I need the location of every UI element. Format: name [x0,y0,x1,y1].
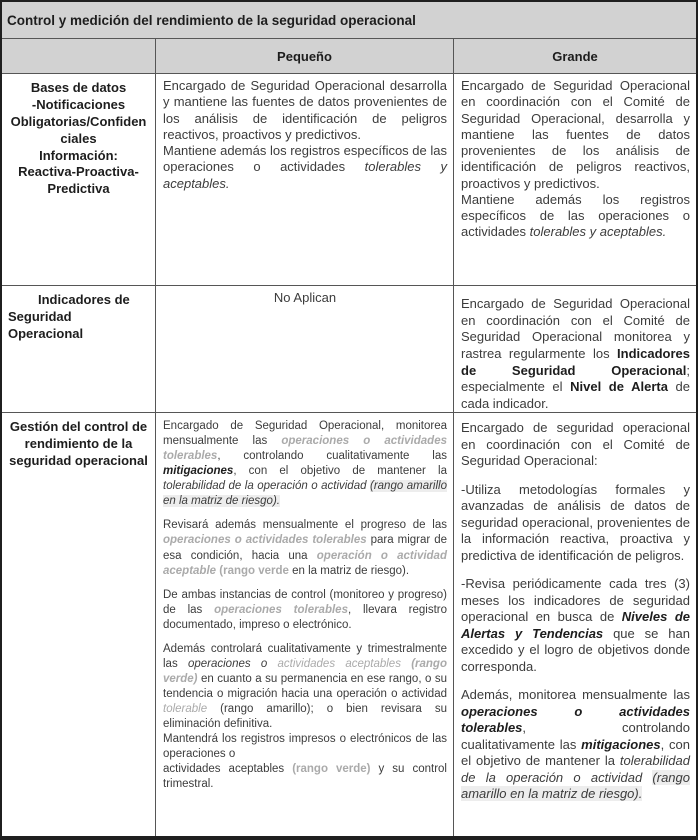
cell-gestion-grande: Encargado de seguridad operacional en coordinación con el Comité de Seguridad Operacional: -Utiliza metodologías formales y avanzadas de análisis de datos de seguridad operacional, provenientes de la información reactiva, proactiva y predictiva de identificación de peligros. -Revisa periódicamente cada tres (3) meses los indicadores de seguridad operacional en busca de Niveles de Alertas y Tendencias que se han excedido y el logro de objetivos donde corresponda. Además, monitorea mensualmente las operaciones o actividades tolerables, controlando cualitativamente las mitigaciones, con el objetivo de mantener la tolerabilidad de la operación o actividad (rango amarillo en la matriz de riesgo). [453,412,696,836]
column-header-small: Pequeño [155,38,453,73]
cell-indicadores-pequeno: No Aplican [155,285,453,412]
corner-header-cell [2,38,155,73]
row-label-indicadores: Indicadores de Seguridad Operacional [2,285,155,412]
cell-gestion-pequeno: Encargado de Seguridad Operacional, monitorea mensualmente las operaciones o actividades tolerables, controlando cualitativamente las mitigaciones, con el objetivo de mantener la tolerabilidad de la operación o actividad (rango amarillo en la matriz de riesgo). Revisará además mensualmente el progreso de las operaciones o actividades tolerables para migrar de esa condición, hacia una operación o actividad aceptable (rango verde en la matriz de riesgo). De ambas instancias de control (monitoreo y progreso) de las operaciones tolerables, llevara registro documentado, impreso o electrónico. Además controlará cualitativamente y trimestralmente las operaciones o actividades aceptables (rango verde) en cuanto a su permanencia en ese rango, o su tendencia o migración hacia una operación o actividad tolerable (rango amarillo); o bien revisara su eliminación definitiva. Mantendrá los registros impresos o electrónicos de las operaciones o actividades aceptables (rango verde) y su control trimestral. [155,412,453,836]
cell-indicadores-grande: Encargado de Seguridad Operacional en coordinación con el Comité de Seguridad Operacional monitorea y rastrea regularmente los Indicadores de Seguridad Operacional; especialmente el Nivel de Alerta de cada indicador. [453,285,696,412]
column-header-large: Grande [453,38,696,73]
cell-bases-grande: Encargado de Seguridad Operacional en coordinación con el Comité de Seguridad Operacional, desarrolla y mantiene las fuentes de datos provenientes de los análisis de identificación de peligros reactivos, proactivos y predictivos. Mantiene además los registros específicos de las operaciones o actividades tolerables y aceptables. [453,73,696,285]
cell-bases-pequeno: Encargado de Seguridad Operacional desarrolla y mantiene las fuentes de datos provenientes de los análisis de identificación de peligros reactivos, proactivos y predictivos. Mantiene además los registros específicos de las operaciones o actividades tolerables y aceptables. [155,73,453,285]
row-label-bases-de-datos: Bases de datos -Notificaciones Obligatorias/Confidenciales Información: Reactiva-Proactiva-Predictiva [2,73,155,285]
table-title: Control y medición del rendimiento de la seguridad operacional [2,2,696,38]
row-label-gestion-control: Gestión del control de rendimiento de la seguridad operacional [2,412,155,836]
